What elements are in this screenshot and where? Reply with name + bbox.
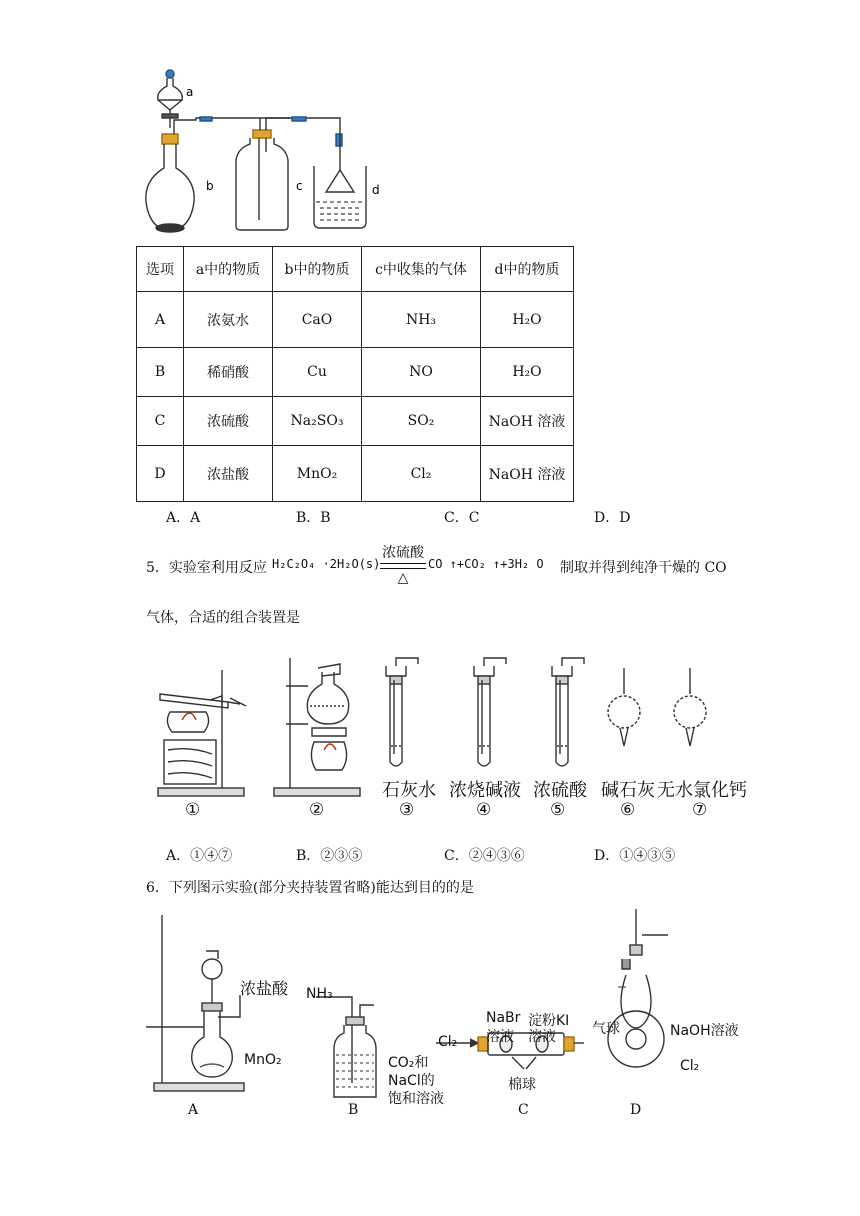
q5-stem-tail: 制取并得到纯净干燥的 CO bbox=[560, 560, 727, 576]
table-cell: NH₃ bbox=[362, 292, 481, 348]
q5-num-6: ⑥ bbox=[620, 800, 636, 820]
table-cell: NO bbox=[362, 348, 481, 397]
q4-table bbox=[136, 246, 574, 502]
q5-num-2: ② bbox=[309, 800, 325, 820]
q5-label-limewater: 石灰水 bbox=[382, 780, 436, 801]
table-header-cell: b中的物质 bbox=[273, 247, 362, 292]
q6-d-gas: Cl₂ bbox=[680, 1058, 700, 1074]
q6-d-balloon: 气球 bbox=[592, 1021, 620, 1037]
q6-c-r1b: 溶液 bbox=[486, 1029, 514, 1045]
q6-b-sol3: 饱和溶液 bbox=[388, 1091, 444, 1107]
q5-label-sodalime: 碱石灰 bbox=[601, 780, 655, 801]
table-cell: 浓硫酸 bbox=[184, 397, 273, 446]
table-header-cell: a中的物质 bbox=[184, 247, 273, 292]
q4-option-d[interactable]: D．D bbox=[594, 510, 631, 526]
table-row bbox=[137, 348, 574, 397]
table-cell: Cu bbox=[273, 348, 362, 397]
q6-label-b: B bbox=[348, 1102, 359, 1118]
q5-number: 5．实验室利用反应 bbox=[146, 560, 267, 576]
q5-option-c[interactable]: C．②④③⑥ bbox=[444, 848, 525, 864]
q6-b-sol1: CO₂和 bbox=[388, 1055, 429, 1071]
q6-c-gas: Cl₂ bbox=[438, 1034, 458, 1050]
q5-condition-top: 浓硫酸 bbox=[382, 545, 424, 561]
table-cell: 浓氨水 bbox=[184, 292, 273, 348]
q5-label-cacl2: 无水氯化钙 bbox=[657, 780, 747, 801]
table-header-cell: c中收集的气体 bbox=[362, 247, 481, 292]
q4-apparatus-figure bbox=[140, 62, 580, 242]
q6-a-solid: MnO₂ bbox=[244, 1052, 282, 1068]
table-cell: A bbox=[137, 292, 184, 348]
q5-stem-line2: 气体，合适的组合装置是 bbox=[146, 610, 300, 626]
q5-reaction-left: H₂C₂O₄ ·2H₂O(s) bbox=[272, 557, 381, 571]
table-cell: D bbox=[137, 446, 184, 502]
q5-option-a[interactable]: A．①④⑦ bbox=[166, 848, 233, 864]
table-cell: H₂O bbox=[481, 292, 574, 348]
q5-option-d[interactable]: D．①④③⑤ bbox=[594, 848, 676, 864]
q5-label-naoh: 浓烧碱液 bbox=[449, 780, 521, 801]
table-cell: NaOH 溶液 bbox=[481, 397, 574, 446]
table-row bbox=[137, 446, 574, 502]
q5-equals-sign bbox=[380, 563, 426, 569]
table-row bbox=[137, 292, 574, 348]
table-cell: Na₂SO₃ bbox=[273, 397, 362, 446]
table-cell: B bbox=[137, 348, 184, 397]
q5-reaction-right: CO ↑+CO₂ ↑+3H₂ O bbox=[428, 557, 544, 571]
table-cell: SO₂ bbox=[362, 397, 481, 446]
q4-option-a[interactable]: A．A bbox=[166, 510, 201, 526]
q6-c-r1a: NaBr bbox=[486, 1010, 521, 1026]
table-header-row bbox=[137, 247, 574, 292]
q6-b-sol2: NaCl的 bbox=[388, 1073, 435, 1089]
q4-option-c[interactable]: C．C bbox=[444, 510, 480, 526]
q6-a-acid: 浓盐酸 bbox=[240, 979, 289, 998]
q5-num-1: ① bbox=[185, 800, 201, 820]
table-row bbox=[137, 397, 574, 446]
table-cell: MnO₂ bbox=[273, 446, 362, 502]
q5-num-7: ⑦ bbox=[692, 800, 708, 820]
label-a: a bbox=[186, 85, 194, 99]
q6-c-cotton: 棉球 bbox=[508, 1077, 536, 1093]
q6-label-c: C bbox=[518, 1102, 529, 1118]
q6-apparatus-figure bbox=[140, 905, 760, 1100]
q5-label-h2so4: 浓硫酸 bbox=[533, 780, 587, 801]
q6-label-d: D bbox=[630, 1102, 642, 1118]
table-cell: 稀硝酸 bbox=[184, 348, 273, 397]
table-header-cell: d中的物质 bbox=[481, 247, 574, 292]
label-d: d bbox=[372, 183, 380, 197]
q6-c-r2b: 溶液 bbox=[528, 1029, 556, 1045]
label-c: c bbox=[296, 179, 303, 193]
q5-num-4: ④ bbox=[476, 800, 492, 820]
table-cell: 浓盐酸 bbox=[184, 446, 273, 502]
q5-num-3: ③ bbox=[399, 800, 415, 820]
q4-option-b[interactable]: B．B bbox=[296, 510, 331, 526]
q5-condition-bottom: △ bbox=[397, 570, 409, 586]
table-cell: C bbox=[137, 397, 184, 446]
q6-d-naoh: NaOH溶液 bbox=[670, 1023, 739, 1039]
q6-b-gas: NH₃ bbox=[306, 986, 333, 1002]
table-header-cell: 选项 bbox=[137, 247, 184, 292]
table-cell: CaO bbox=[273, 292, 362, 348]
q6-label-a: A bbox=[188, 1102, 199, 1118]
q5-num-5: ⑤ bbox=[550, 800, 566, 820]
table-cell: NaOH 溶液 bbox=[481, 446, 574, 502]
q6-stem: 6．下列图示实验(部分夹持装置省略)能达到目的的是 bbox=[146, 880, 474, 896]
label-b: b bbox=[206, 179, 214, 193]
table-cell: H₂O bbox=[481, 348, 574, 397]
q6-c-r2a: 淀粉KI bbox=[528, 1013, 570, 1029]
q5-option-b[interactable]: B．②③⑤ bbox=[296, 848, 363, 864]
table-cell: Cl₂ bbox=[362, 446, 481, 502]
